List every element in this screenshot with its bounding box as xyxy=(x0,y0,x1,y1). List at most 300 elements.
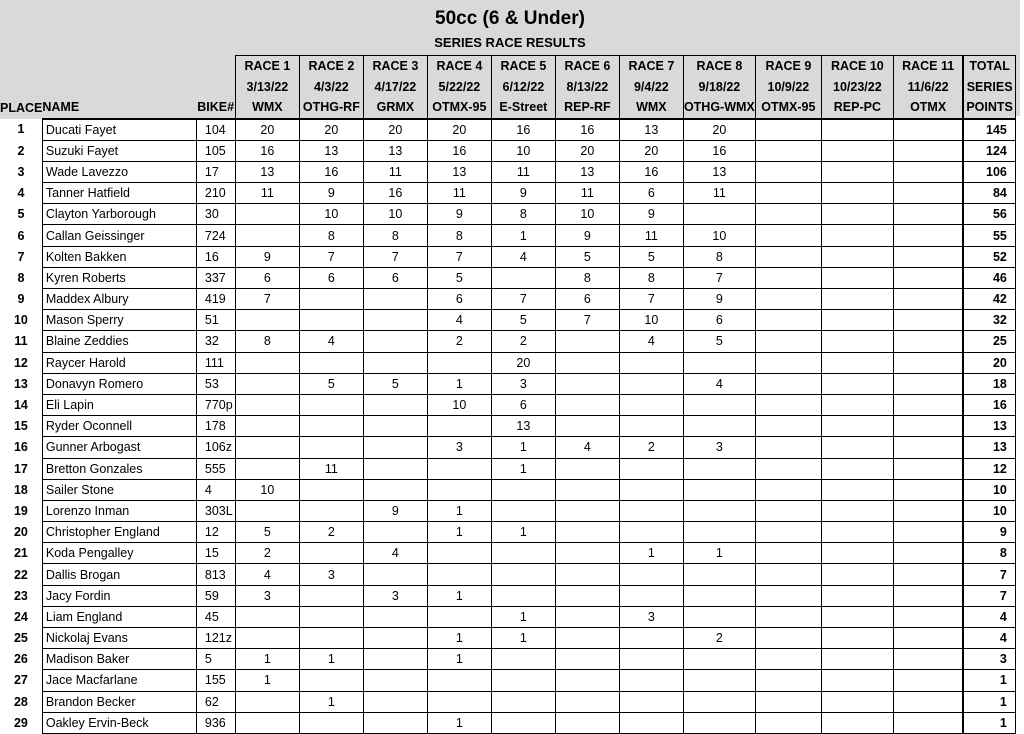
race-points-cell: 1 xyxy=(427,585,491,606)
table-row xyxy=(0,183,1015,204)
bike-number-cell: 303L xyxy=(196,500,235,521)
bike-number-cell: 555 xyxy=(196,458,235,479)
race-points-cell: 9 xyxy=(555,225,619,246)
total-points-cell: 13 xyxy=(963,437,1015,458)
race-points-cell: 9 xyxy=(491,183,555,204)
place-cell: 3 xyxy=(0,161,42,182)
race-points-cell: 11 xyxy=(235,183,299,204)
race-points-cell xyxy=(363,564,427,585)
race-points-cell xyxy=(299,543,363,564)
race-points-cell xyxy=(619,352,683,373)
race-points-cell xyxy=(491,500,555,521)
race-points-cell xyxy=(363,670,427,691)
race-points-cell xyxy=(555,564,619,585)
rider-name-cell: Bretton Gonzales xyxy=(42,458,196,479)
total-points-cell: 1 xyxy=(963,712,1015,733)
race-points-cell xyxy=(491,585,555,606)
race-points-cell: 4 xyxy=(427,310,491,331)
bike-number-cell: 724 xyxy=(196,225,235,246)
race-points-cell xyxy=(235,500,299,521)
rider-name-cell: Kyren Roberts xyxy=(42,267,196,288)
race-points-cell xyxy=(427,606,491,627)
place-cell: 14 xyxy=(0,394,42,415)
race-points-cell xyxy=(821,458,893,479)
race-label: RACE 10 xyxy=(821,56,893,77)
place-cell: 26 xyxy=(0,649,42,670)
place-cell: 25 xyxy=(0,628,42,649)
race-points-cell: 1 xyxy=(619,543,683,564)
race-track: E-Street xyxy=(491,97,555,119)
race-points-cell: 1 xyxy=(491,606,555,627)
race-points-cell xyxy=(299,606,363,627)
bike-number-cell: 45 xyxy=(196,606,235,627)
race-points-cell xyxy=(821,119,893,141)
rider-name-cell: Tanner Hatfield xyxy=(42,183,196,204)
rider-name-cell: Madison Baker xyxy=(42,649,196,670)
race-points-cell: 1 xyxy=(235,649,299,670)
total-header: SERIES xyxy=(963,77,1015,98)
race-date: 6/12/22 xyxy=(491,77,555,98)
race-points-cell xyxy=(893,564,963,585)
header-spacer xyxy=(42,56,196,77)
bike-number-cell: 17 xyxy=(196,161,235,182)
place-cell: 5 xyxy=(0,204,42,225)
bike-number-cell: 12 xyxy=(196,522,235,543)
race-points-cell xyxy=(893,437,963,458)
place-cell: 15 xyxy=(0,416,42,437)
race-points-cell xyxy=(893,500,963,521)
rider-name-cell: Donavyn Romero xyxy=(42,373,196,394)
race-points-cell xyxy=(893,140,963,161)
race-points-cell xyxy=(755,522,821,543)
header-spacer xyxy=(196,56,235,77)
race-points-cell xyxy=(235,628,299,649)
total-points-cell: 3 xyxy=(963,649,1015,670)
race-points-cell xyxy=(299,394,363,415)
race-points-cell: 13 xyxy=(619,119,683,141)
race-points-cell xyxy=(755,500,821,521)
race-points-cell: 8 xyxy=(299,225,363,246)
race-points-cell xyxy=(299,670,363,691)
race-points-cell xyxy=(299,289,363,310)
race-points-cell xyxy=(893,310,963,331)
race-points-cell: 7 xyxy=(299,246,363,267)
race-points-cell: 4 xyxy=(619,331,683,352)
race-points-cell: 13 xyxy=(555,161,619,182)
race-points-cell xyxy=(619,394,683,415)
race-points-cell xyxy=(821,225,893,246)
total-points-cell: 9 xyxy=(963,522,1015,543)
race-points-cell xyxy=(893,479,963,500)
table-row xyxy=(0,437,1015,458)
race-points-cell: 9 xyxy=(235,246,299,267)
race-points-cell xyxy=(893,246,963,267)
header-spacer xyxy=(196,77,235,98)
race-date: 4/3/22 xyxy=(299,77,363,98)
total-points-cell: 13 xyxy=(963,416,1015,437)
race-label: RACE 11 xyxy=(893,56,963,77)
race-points-cell: 16 xyxy=(683,140,755,161)
race-points-cell xyxy=(491,670,555,691)
bike-number-cell: 419 xyxy=(196,289,235,310)
race-points-cell xyxy=(491,267,555,288)
race-points-cell: 11 xyxy=(427,183,491,204)
race-points-cell xyxy=(427,352,491,373)
table-row xyxy=(0,543,1015,564)
race-points-cell xyxy=(683,564,755,585)
total-points-cell: 8 xyxy=(963,543,1015,564)
bike-number-cell: 106z xyxy=(196,437,235,458)
race-points-cell xyxy=(299,585,363,606)
total-points-cell: 7 xyxy=(963,564,1015,585)
race-points-cell: 2 xyxy=(683,628,755,649)
race-points-cell: 5 xyxy=(299,373,363,394)
race-points-cell xyxy=(683,458,755,479)
race-points-cell: 7 xyxy=(427,246,491,267)
bike-header: BIKE# xyxy=(196,97,235,119)
race-points-cell: 1 xyxy=(427,712,491,733)
race-points-cell: 2 xyxy=(491,331,555,352)
race-points-cell xyxy=(363,352,427,373)
total-points-cell: 10 xyxy=(963,500,1015,521)
rider-name-cell: Christopher England xyxy=(42,522,196,543)
race-points-cell: 3 xyxy=(235,585,299,606)
race-points-cell xyxy=(363,458,427,479)
race-date: 5/22/22 xyxy=(427,77,491,98)
race-points-cell xyxy=(755,161,821,182)
race-points-cell xyxy=(235,352,299,373)
rider-name-cell: Nickolaj Evans xyxy=(42,628,196,649)
race-points-cell xyxy=(893,331,963,352)
total-points-cell: 4 xyxy=(963,628,1015,649)
race-track: OTMX-95 xyxy=(427,97,491,119)
race-points-cell xyxy=(299,310,363,331)
race-points-cell xyxy=(755,712,821,733)
race-points-cell: 1 xyxy=(491,458,555,479)
place-cell: 8 xyxy=(0,267,42,288)
race-points-cell: 1 xyxy=(427,628,491,649)
table-row xyxy=(0,161,1015,182)
place-cell: 27 xyxy=(0,670,42,691)
race-points-cell xyxy=(683,500,755,521)
race-points-cell xyxy=(893,543,963,564)
header-spacer xyxy=(0,77,42,98)
race-points-cell xyxy=(363,479,427,500)
race-points-cell: 4 xyxy=(363,543,427,564)
place-header: PLACE xyxy=(0,97,42,119)
race-points-cell xyxy=(821,628,893,649)
race-points-cell: 20 xyxy=(299,119,363,141)
race-points-cell: 16 xyxy=(235,140,299,161)
table-row xyxy=(0,310,1015,331)
race-points-cell: 5 xyxy=(619,246,683,267)
race-points-cell xyxy=(893,712,963,733)
race-points-cell xyxy=(821,373,893,394)
race-points-cell xyxy=(755,183,821,204)
rider-name-cell: Maddex Albury xyxy=(42,289,196,310)
race-points-cell xyxy=(235,606,299,627)
bike-number-cell: 30 xyxy=(196,204,235,225)
race-label: RACE 3 xyxy=(363,56,427,77)
race-points-cell xyxy=(683,606,755,627)
race-points-cell xyxy=(427,458,491,479)
race-points-cell: 2 xyxy=(427,331,491,352)
bike-number-cell: 62 xyxy=(196,691,235,712)
table-row xyxy=(0,458,1015,479)
place-cell: 6 xyxy=(0,225,42,246)
race-points-cell: 1 xyxy=(427,649,491,670)
table-row xyxy=(0,564,1015,585)
table-body xyxy=(0,119,1015,734)
race-points-cell xyxy=(893,183,963,204)
race-points-cell: 4 xyxy=(683,373,755,394)
bike-number-cell: 178 xyxy=(196,416,235,437)
race-points-cell xyxy=(235,712,299,733)
race-points-cell xyxy=(893,289,963,310)
race-points-cell: 6 xyxy=(235,267,299,288)
race-points-cell: 16 xyxy=(427,140,491,161)
race-points-cell xyxy=(555,585,619,606)
race-points-cell xyxy=(893,373,963,394)
race-points-cell xyxy=(555,649,619,670)
table-row xyxy=(0,119,1015,141)
race-points-cell: 10 xyxy=(299,204,363,225)
bike-number-cell: 59 xyxy=(196,585,235,606)
table-row xyxy=(0,394,1015,415)
race-points-cell: 9 xyxy=(363,500,427,521)
table-row xyxy=(0,289,1015,310)
race-points-cell xyxy=(755,437,821,458)
total-points-cell: 56 xyxy=(963,204,1015,225)
total-points-cell: 18 xyxy=(963,373,1015,394)
race-points-cell xyxy=(491,564,555,585)
race-points-cell: 8 xyxy=(619,267,683,288)
race-points-cell xyxy=(821,246,893,267)
race-points-cell xyxy=(427,479,491,500)
race-points-cell: 20 xyxy=(555,140,619,161)
rider-name-cell: Eli Lapin xyxy=(42,394,196,415)
race-points-cell: 7 xyxy=(491,289,555,310)
race-points-cell: 16 xyxy=(619,161,683,182)
race-points-cell xyxy=(555,373,619,394)
table-row xyxy=(0,585,1015,606)
race-points-cell xyxy=(555,628,619,649)
race-points-cell: 7 xyxy=(363,246,427,267)
place-cell: 2 xyxy=(0,140,42,161)
bike-number-cell: 936 xyxy=(196,712,235,733)
race-points-cell: 9 xyxy=(619,204,683,225)
race-date: 11/6/22 xyxy=(893,77,963,98)
race-points-cell: 1 xyxy=(491,225,555,246)
race-label: RACE 2 xyxy=(299,56,363,77)
race-points-cell xyxy=(619,479,683,500)
table-row xyxy=(0,500,1015,521)
place-cell: 11 xyxy=(0,331,42,352)
race-points-cell xyxy=(299,352,363,373)
race-points-cell xyxy=(683,585,755,606)
race-track: OTHG-RF xyxy=(299,97,363,119)
race-points-cell: 13 xyxy=(427,161,491,182)
race-points-cell xyxy=(893,670,963,691)
race-points-cell xyxy=(821,289,893,310)
total-points-cell: 1 xyxy=(963,670,1015,691)
race-points-cell xyxy=(755,140,821,161)
race-points-cell xyxy=(821,310,893,331)
total-points-cell: 42 xyxy=(963,289,1015,310)
table-row xyxy=(0,267,1015,288)
rider-name-cell: Jace Macfarlane xyxy=(42,670,196,691)
race-points-cell xyxy=(683,522,755,543)
race-date: 10/23/22 xyxy=(821,77,893,98)
table-row xyxy=(0,628,1015,649)
race-points-cell xyxy=(821,204,893,225)
race-points-cell xyxy=(363,331,427,352)
race-points-cell xyxy=(893,119,963,141)
table-row xyxy=(0,140,1015,161)
race-points-cell xyxy=(683,670,755,691)
race-points-cell xyxy=(821,331,893,352)
total-header: POINTS xyxy=(963,97,1015,119)
total-header: TOTAL xyxy=(963,56,1015,77)
race-points-cell: 10 xyxy=(619,310,683,331)
race-points-cell: 5 xyxy=(555,246,619,267)
place-cell: 22 xyxy=(0,564,42,585)
race-points-cell: 4 xyxy=(555,437,619,458)
race-points-cell: 10 xyxy=(427,394,491,415)
race-points-cell: 7 xyxy=(235,289,299,310)
race-track: OTHG-WMX xyxy=(683,97,755,119)
total-points-cell: 12 xyxy=(963,458,1015,479)
race-points-cell: 11 xyxy=(491,161,555,182)
race-points-cell: 2 xyxy=(235,543,299,564)
place-cell: 1 xyxy=(0,119,42,141)
race-points-cell xyxy=(683,352,755,373)
place-cell: 29 xyxy=(0,712,42,733)
race-points-cell: 1 xyxy=(491,628,555,649)
race-points-cell xyxy=(363,649,427,670)
race-date: 4/17/22 xyxy=(363,77,427,98)
race-points-cell xyxy=(363,437,427,458)
race-points-cell xyxy=(683,394,755,415)
race-points-cell xyxy=(363,416,427,437)
race-points-cell xyxy=(755,479,821,500)
bike-number-cell: 770p xyxy=(196,394,235,415)
race-points-cell xyxy=(755,670,821,691)
bike-number-cell: 4 xyxy=(196,479,235,500)
bike-number-cell: 51 xyxy=(196,310,235,331)
race-points-cell xyxy=(755,373,821,394)
race-points-cell xyxy=(893,522,963,543)
total-points-cell: 25 xyxy=(963,331,1015,352)
race-date: 9/4/22 xyxy=(619,77,683,98)
race-points-cell xyxy=(821,649,893,670)
bike-number-cell: 121z xyxy=(196,628,235,649)
race-points-cell: 8 xyxy=(363,225,427,246)
race-points-cell xyxy=(755,649,821,670)
race-points-cell: 6 xyxy=(683,310,755,331)
total-points-cell: 7 xyxy=(963,585,1015,606)
race-points-cell xyxy=(893,606,963,627)
bike-number-cell: 210 xyxy=(196,183,235,204)
race-points-cell xyxy=(235,394,299,415)
table-row xyxy=(0,606,1015,627)
race-points-cell: 1 xyxy=(299,691,363,712)
race-points-cell xyxy=(491,712,555,733)
header-spacer xyxy=(42,77,196,98)
rider-name-cell: Raycer Harold xyxy=(42,352,196,373)
race-points-cell xyxy=(755,585,821,606)
race-points-cell xyxy=(893,267,963,288)
race-track: REP-RF xyxy=(555,97,619,119)
race-points-cell xyxy=(755,606,821,627)
race-label: RACE 1 xyxy=(235,56,299,77)
race-points-cell xyxy=(427,670,491,691)
race-points-cell xyxy=(427,564,491,585)
race-points-cell xyxy=(491,543,555,564)
place-cell: 10 xyxy=(0,310,42,331)
race-points-cell xyxy=(893,458,963,479)
race-points-cell xyxy=(619,712,683,733)
rider-name-cell: Brandon Becker xyxy=(42,691,196,712)
race-points-cell xyxy=(235,204,299,225)
race-points-cell: 20 xyxy=(619,140,683,161)
bike-number-cell: 32 xyxy=(196,331,235,352)
race-points-cell xyxy=(427,416,491,437)
total-points-cell: 84 xyxy=(963,183,1015,204)
race-points-cell: 1 xyxy=(299,649,363,670)
race-points-cell: 6 xyxy=(363,267,427,288)
race-points-cell xyxy=(619,585,683,606)
race-points-cell: 5 xyxy=(683,331,755,352)
race-points-cell xyxy=(755,628,821,649)
race-points-cell: 9 xyxy=(427,204,491,225)
race-points-cell: 6 xyxy=(619,183,683,204)
race-points-cell xyxy=(619,373,683,394)
rider-name-cell: Wade Lavezzo xyxy=(42,161,196,182)
race-date: 3/13/22 xyxy=(235,77,299,98)
race-points-cell xyxy=(555,352,619,373)
race-label: RACE 5 xyxy=(491,56,555,77)
race-points-cell xyxy=(235,225,299,246)
race-track: WMX xyxy=(619,97,683,119)
race-points-cell xyxy=(555,394,619,415)
race-points-cell xyxy=(893,204,963,225)
results-table xyxy=(0,55,1016,734)
race-points-cell xyxy=(619,628,683,649)
table-row xyxy=(0,204,1015,225)
rider-name-cell: Lorenzo Inman xyxy=(42,500,196,521)
race-points-cell xyxy=(619,670,683,691)
total-points-cell: 106 xyxy=(963,161,1015,182)
race-track: GRMX xyxy=(363,97,427,119)
race-points-cell xyxy=(363,628,427,649)
race-points-cell: 10 xyxy=(683,225,755,246)
race-points-cell: 2 xyxy=(619,437,683,458)
race-points-cell xyxy=(821,606,893,627)
race-points-cell: 5 xyxy=(235,522,299,543)
race-points-cell xyxy=(821,140,893,161)
race-points-cell: 13 xyxy=(363,140,427,161)
race-points-cell xyxy=(755,331,821,352)
race-points-cell xyxy=(683,416,755,437)
place-cell: 19 xyxy=(0,500,42,521)
race-points-cell xyxy=(821,416,893,437)
race-points-cell xyxy=(755,564,821,585)
bike-number-cell: 337 xyxy=(196,267,235,288)
race-points-cell xyxy=(619,458,683,479)
race-points-cell: 9 xyxy=(299,183,363,204)
total-points-cell: 124 xyxy=(963,140,1015,161)
